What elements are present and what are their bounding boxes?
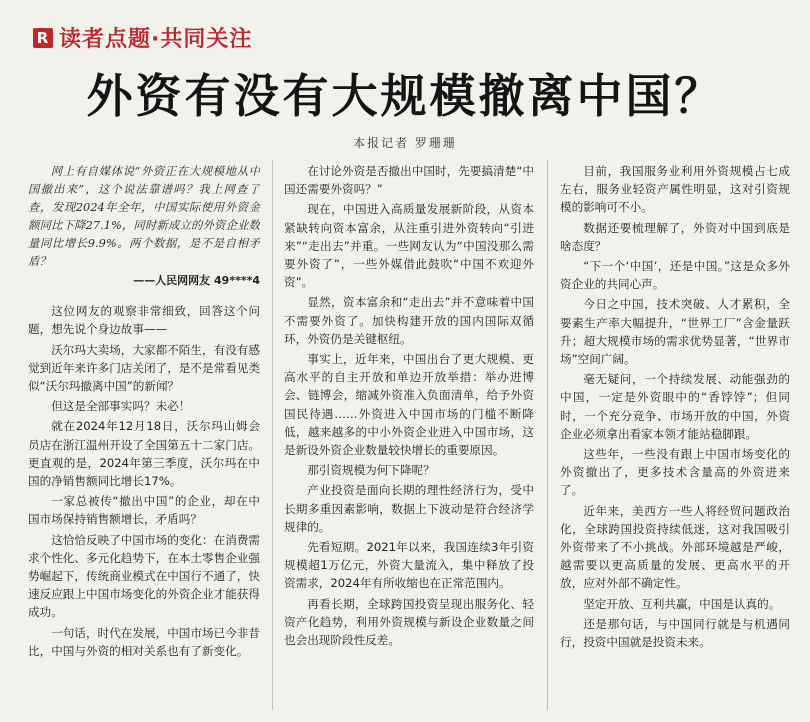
reader-question-source: ——人民网网友 49****4 xyxy=(133,274,260,287)
paragraph: 显然，资本富余和“走出去”并不意味着中国不需要外资了。加快构建开放的国内国际双循环，外资仍是关键枢纽。 xyxy=(284,295,534,346)
paragraph: 那引资规模为何下降呢？ xyxy=(307,463,435,478)
paragraph: 现在，中国进入高质量发展新阶段，从资本紧缺转向资本富余，从注重引进外资转向“引进来”“走出去”并重。一些网友认为“中国没那么需要外资了”，一些外媒借此鼓吹“中国不欢迎外资”。 xyxy=(284,202,534,290)
paragraph: 先看短期。2021年以来，我国连续3年引资规模超1万亿元，外资大量流入，集中释放了投资需求，2024年有所收缩也在正常范围内。 xyxy=(284,540,534,591)
paragraph: 毫无疑问，一个持续发展、动能强劲的中国，一定是外资眼中的“香饽饽”；但同时，一个充分竞争、市场开放的中国，外资企业必须拿出看家本领才能站稳脚跟。 xyxy=(560,372,790,441)
kicker-badge: R xyxy=(33,28,53,48)
article-column-2 xyxy=(284,162,534,710)
paragraph: 一句话，时代在发展，中国市场已今非昔比，中国与外资的相对关系也有了新变化。 xyxy=(28,625,260,658)
paragraph: 数据还要梳理解了，外资对中国到底是啥态度？ xyxy=(560,220,790,253)
article-headline: 外资有没有大规模撤离中国？ xyxy=(86,69,724,123)
paragraph: 坚定开放、互利共赢，中国是认真的。 xyxy=(583,596,781,611)
paragraph: 还是那句话，与中国同行就是与机遇同行，投资中国就是投资未来。 xyxy=(560,616,790,650)
reader-question: 网上有自媒体说“外资正在大规模地从中国撤出来”，这个说法靠谱吗？我上网查了查，发现2024年全年，中国实际使用外资金额同比下降27.1%，同时新成立的外资企业数量同比增长9.9%。两个数据，是不是自相矛盾？ xyxy=(28,164,260,268)
column-divider xyxy=(272,160,273,710)
paragraph: “下一个‘中国’，还是中国。”这是众多外资企业的共同心声。 xyxy=(560,259,790,292)
paragraph: 再看长期，全球跨国投资呈现出服务化、轻资产化趋势，利用外资规模与新设企业数量之间也会出现阶段性反差。 xyxy=(284,596,534,648)
kicker-label: 读者点题·共同关注 xyxy=(59,27,253,52)
paragraph: 今日之中国，技术突破、人才累积，全要素生产率大幅提升，“世界工厂”含金量跃升；超大规模市场的需求优势显著，“世界市场”空间广阔。 xyxy=(560,297,790,367)
paragraph: 产业投资是面向长期的理性经济行为，受中长期多重因素影响，数据上下波动是符合经济学规律的。 xyxy=(284,483,534,534)
section-kicker xyxy=(33,22,252,53)
article-column-1 xyxy=(28,162,260,710)
paragraph: 近年来，美西方一些人将经贸问题政治化，全球跨国投资持续低迷，这对我国吸引外资带来了不小挑战。外部环境越是严峻，越需要以更高质量的发展、更高水平的开放，应对外部不确定性。 xyxy=(560,503,790,591)
article-column-3 xyxy=(560,162,790,710)
paragraph: 这恰恰反映了中国市场的变化：在消费需求个性化、多元化趋势下，在本土零售企业强势崛起下，传统商业模式在中国行不通了，快速反应跟上中国市场变化的外资企业才能获得成功。 xyxy=(28,532,260,620)
paragraph: 但这是全部事实吗？未必！ xyxy=(51,399,191,414)
paragraph: 在讨论外资是否撤出中国时，先要搞清楚“中国还需要外资吗？” xyxy=(284,164,534,197)
paragraph: 事实上，近年来，中国出台了更大规模、更高水平的自主开放和单边开放举措：举办进博会、链博会，缩减外资准入负面清单，给予外资国民待遇……外资进入中国市场的门槛不断降低，越来越多的中小外资企业进入中国市场，这是新设外资企业数量较快增长的重要原因。 xyxy=(284,352,534,458)
paragraph: 一家总被传“撤出中国”的企业，却在中国市场保持销售额增长，矛盾吗？ xyxy=(28,494,260,527)
paragraph: 这位网友的观察非常细致，回答这个问题，想先说个身边故事—— xyxy=(28,304,260,337)
article-byline: 本报记者 罗珊珊 xyxy=(353,136,457,150)
paragraph: 这些年，一些没有跟上中国市场变化的外资撤出了，更多技术含量高的外资进来了。 xyxy=(560,447,790,498)
paragraph: 就在2024年12月18日，沃尔玛山姆会员店在浙江温州开设了全国第五十二家门店。更直观的是，2024年第三季度，沃尔玛在中国的净销售额同比增长17%。 xyxy=(28,419,260,489)
paragraph: 目前，我国服务业利用外资规模占七成左右，服务业轻资产属性明显，这对引资规模的影响可不小。 xyxy=(560,164,790,215)
paragraph: 沃尔玛大卖场，大家都不陌生，有没有感觉到近年来许多门店关闭了，是不是常看见类似“沃尔玛撤离中国”的新闻？ xyxy=(28,342,260,394)
column-divider xyxy=(547,160,548,710)
